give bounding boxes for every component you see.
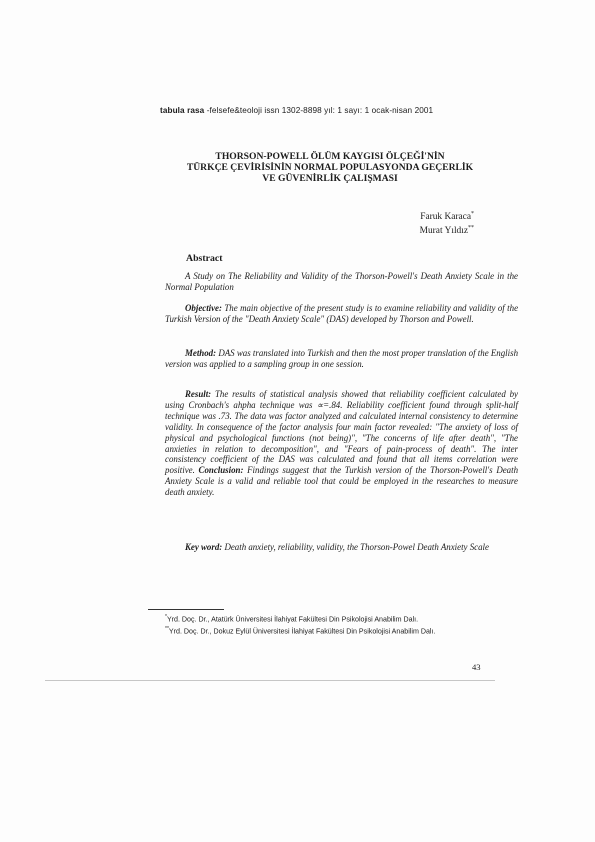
author-2-mark: **: [468, 225, 474, 232]
page-number: 43: [472, 662, 481, 672]
bottom-divider: [45, 680, 495, 681]
author-2: [420, 223, 474, 237]
footnotes: [165, 613, 527, 637]
abstract-subtitle: [165, 271, 518, 293]
abstract-heading: Abstract: [186, 253, 223, 264]
title-line-1: THORSON-POWELL ÖLÜM KAYGISI ÖLÇEĞİ'NİN: [215, 151, 445, 162]
objective-label: Objective:: [185, 303, 222, 313]
objective-text: The main objective of the present study is to examine reliability and validity of the Turkish Version of the "Death Anxiety Scale" (DAS) developed by Thorson and Powell.: [165, 303, 519, 324]
footnote-2: [165, 625, 527, 637]
journal-issue-info: -felsefe&teoloji issn 1302-8898 yıl: 1 sayı: 1 ocak-nisan 2001: [206, 106, 434, 115]
author-2-name: Murat Yıldız: [419, 226, 468, 237]
conclusion-label: Conclusion:: [198, 465, 244, 476]
method-text: DAS was translated into Turkish and then the most proper translation of the English version was applied to a sampling group in one session.: [165, 348, 519, 369]
article-title: [140, 151, 520, 185]
result-label: Result:: [185, 389, 212, 399]
footnote-divider: [148, 609, 224, 610]
title-line-3: VE GÜVENİRLİK ÇALIŞMASI: [262, 173, 398, 185]
objective-paragraph: [165, 303, 518, 325]
footnote-2-mark: **: [165, 625, 169, 632]
abstract-subtitle-text: A Study on The Reliability and Validity of the Thorson-Powell's Death Anxiety Scale in the Normal Population: [165, 271, 518, 292]
result-paragraph: [165, 389, 518, 498]
result-text: The results of statistical analysis showed that reliability coefficient calculated by using Cronbach's ahpha technique was ∝=.84. Reliability coefficient found through split-half technique was .73. The data was factor analyzed and calculated internal consistency to determine validity. In consequence of the factor analysis four main factor revealed: "The anxiety of loss of physical and psychological functions (not being)", "The concerns of life after death", "The anxieties in relation to decomposition", and "Fears of pain-process of death". The inter consistency coefficient of the DAS was calculated and found that all items correlation were positive.: [165, 389, 518, 476]
keyword-paragraph: [165, 542, 518, 553]
author-1: [420, 209, 474, 223]
journal-header: [160, 106, 520, 115]
author-1-mark: *: [471, 211, 474, 217]
method-label: Method:: [185, 348, 217, 358]
footnote-1-text: Yrd. Doç. Dr., Atatürk Üniversitesi İlahiyat Fakültesi Din Psikolojisi Anabilim Dalı.: [166, 615, 419, 624]
keyword-label: Key word:: [185, 542, 223, 552]
title-line-2: TÜRKÇE ÇEVİRİSİNİN NORMAL POPULASYONDA GEÇERLİK: [186, 162, 474, 174]
keyword-text: Death anxiety, reliability, validity, the Thorson-Powel Death Anxiety Scale: [224, 542, 489, 552]
author-list: [420, 209, 474, 237]
footnote-1: [165, 613, 527, 625]
journal-name: tabula rasa: [160, 106, 205, 115]
method-paragraph: [165, 348, 518, 370]
footnote-1-mark: *: [165, 614, 167, 620]
conclusion-text: Findings suggest that the Turkish version of the Thorson-Powell's Death Anxiety Scale is a valid and reliable tool that could be employed in the researches to measure death anxiety.: [165, 465, 519, 498]
footnote-2-text: Yrd. Doç. Dr., Dokuz Eylül Üniversitesi İlahiyat Fakültesi Din Psikolojisi Anabilim Dalı.: [168, 627, 436, 636]
author-1-name: Faruk Karaca: [420, 212, 471, 223]
